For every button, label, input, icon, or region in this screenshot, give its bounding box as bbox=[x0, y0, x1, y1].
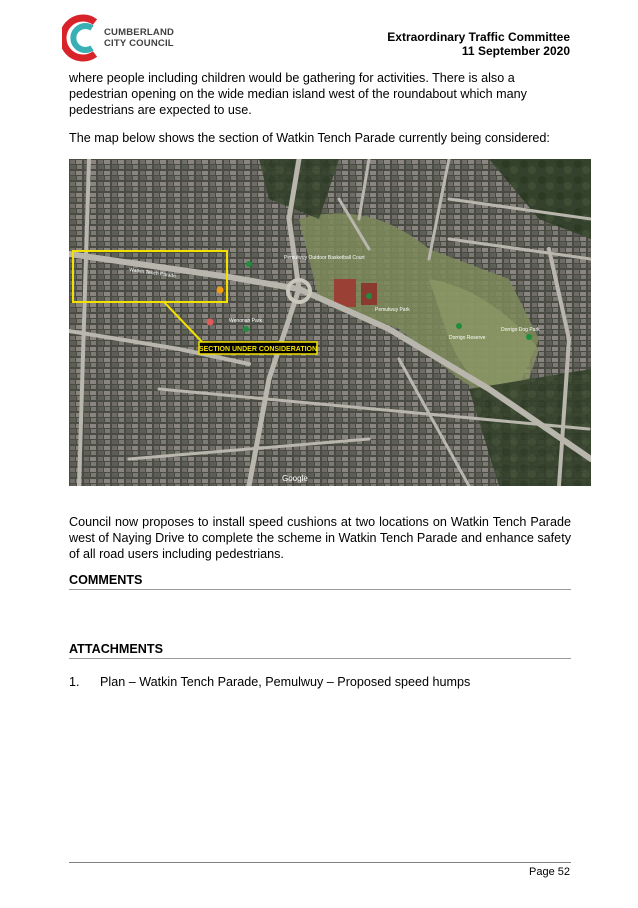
logo-line-2: CITY COUNCIL bbox=[104, 38, 174, 49]
map-label-street: Watkin Tench Parade bbox=[128, 267, 177, 280]
attachments-rule bbox=[69, 658, 571, 659]
committee-name: Extraordinary Traffic Committee bbox=[387, 30, 570, 44]
attachments-heading: ATTACHMENTS bbox=[69, 642, 163, 656]
page-number: Page 52 bbox=[529, 866, 570, 878]
park-pin-icon bbox=[246, 261, 252, 267]
attachment-number: 1. bbox=[69, 675, 80, 689]
logo-text bbox=[104, 27, 174, 49]
logo-line-1: CUMBERLAND bbox=[104, 27, 175, 38]
council-logo-icon bbox=[62, 14, 106, 62]
comments-rule bbox=[69, 589, 571, 590]
place-pin-icon bbox=[217, 287, 224, 294]
place-pin-icon bbox=[207, 319, 214, 326]
map-label-basketball: Pemulwuy Outdoor Basketball Court bbox=[284, 255, 365, 261]
meeting-date: 11 September 2020 bbox=[461, 44, 570, 58]
document-header bbox=[387, 30, 570, 58]
map-label-dogpark: Dorrigo Dog Park bbox=[501, 327, 540, 333]
paragraph-pedestrians: where people including children would be gathering for activities. There is also a pedestrian opening on the wide median island west of the roundabout which many pedestrians are expected to use. bbox=[69, 71, 527, 117]
aerial-map bbox=[69, 159, 591, 486]
paragraph-proposal: Council now proposes to install speed cushions at two locations on Watkin Tench Parade west of Naying Drive to complete the scheme in Watkin Tench Parade and enhance safety of all road users including pedestrians. bbox=[69, 515, 571, 561]
park-pin-icon bbox=[243, 326, 249, 332]
footer-rule bbox=[69, 862, 571, 863]
map-label-park: Pemulwuy Park bbox=[375, 307, 410, 313]
map-attribution: Google bbox=[282, 474, 308, 483]
comments-heading: COMMENTS bbox=[69, 573, 143, 587]
aerial-map-image bbox=[69, 159, 591, 486]
park-pin-icon bbox=[456, 323, 462, 329]
paragraph-map-intro: The map below shows the section of Watkin Tench Parade currently being considered: bbox=[69, 131, 550, 145]
attachment-link[interactable]: Plan – Watkin Tench Parade, Pemulwuy – Proposed speed humps bbox=[100, 675, 471, 689]
park-pin-icon bbox=[526, 334, 532, 340]
map-callout-label: SECTION UNDER CONSIDERATION bbox=[198, 346, 318, 353]
map-label-reserve: Dorrigo Reserve bbox=[449, 335, 486, 341]
park-pin-icon bbox=[366, 293, 372, 299]
map-label-wenonah: Wenonah Park bbox=[229, 318, 262, 324]
